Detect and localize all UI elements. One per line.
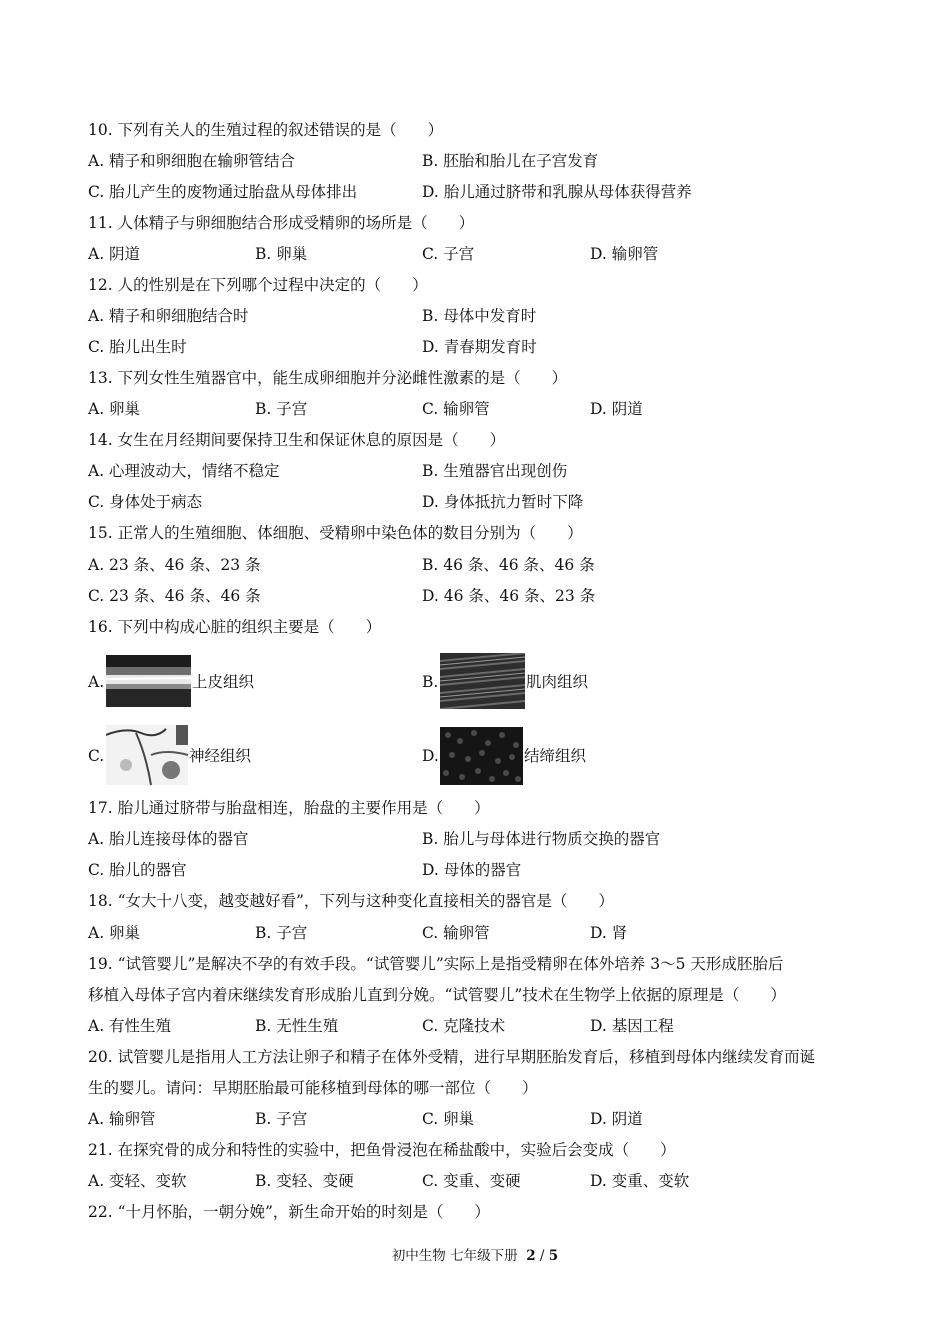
option: B. 子宫 [255,924,308,942]
option: C. 变重、变硬 [422,1172,521,1190]
option: D. 基因工程 [590,1017,674,1035]
option: A. 输卵管 [88,1110,156,1128]
option: C. 胎儿出生时 [88,338,187,356]
option: B. 胚胎和胎儿在子宫发育 [422,152,599,170]
option-letter: B. [422,673,439,691]
question-stem: 17. 胎儿通过脐带与胎盘相连，胎盘的主要作用是（ ） [88,799,490,817]
question-stem: 12. 人的性别是在下列哪个过程中决定的（ ） [88,276,428,294]
option: A. 精子和卵细胞在输卵管结合 [88,152,296,170]
page-number: 2 [526,1248,536,1264]
option: C. 身体处于病态 [88,493,203,511]
option: B. 母体中发育时 [422,307,537,325]
option: D. 身体抵抗力暂时下降 [422,493,584,511]
option: B. 胎儿与母体进行物质交换的器官 [422,830,661,848]
question-stem: 20. 试管婴儿是指用人工方法让卵子和精子在体外受精，进行早期胚胎发育后，移植到母体内继续发育而诞 [88,1048,816,1066]
option: A. 心理波动大，情绪不稳定 [88,462,280,480]
option: C. 胎儿产生的废物通过胎盘从母体排出 [88,183,358,201]
option: D. 46 条、46 条、23 条 [422,587,596,605]
option: A. 变轻、变软 [88,1172,187,1190]
option: B. 无性生殖 [255,1017,339,1035]
option: C. 输卵管 [422,924,490,942]
option-letter: A. [88,673,105,691]
option: D. 变重、变软 [590,1172,690,1190]
option: A. 阴道 [88,245,141,263]
option: D. 胎儿通过脐带和乳腺从母体获得营养 [422,183,692,201]
option: D. 母体的器官 [422,861,522,879]
option-caption: 结缔组织 [524,747,587,765]
option: D. 肾 [590,924,628,942]
question-stem-continued: 生的婴儿。请问：早期胚胎最可能移植到母体的哪一部位（ ） [88,1079,538,1097]
question-stem: 14. 女生在月经期间要保持卫生和保证休息的原因是（ ） [88,431,506,449]
page-total: 5 [548,1248,559,1264]
question-stem: 13. 下列女性生殖器官中，能生成卵细胞并分泌雌性激素的是（ ） [88,369,568,387]
option: C. 23 条、46 条、46 条 [88,587,261,605]
footer-subject: 初中生物 七年级下册 [391,1248,518,1264]
option-caption: 上皮组织 [192,673,255,691]
option: C. 输卵管 [422,400,490,418]
option: C. 胎儿的器官 [88,861,187,879]
page-footer [0,1246,950,1266]
connective-tissue-image [440,727,523,785]
option: A. 精子和卵细胞结合时 [88,307,249,325]
option: D. 阴道 [590,400,643,418]
page-separator: / [539,1248,545,1264]
option: D. 输卵管 [590,245,659,263]
option: A. 卵巢 [88,400,141,418]
option-letter: D. [422,747,439,765]
question-stem-continued: 移植入母体子宫内着床继续发育形成胎儿直到分娩。“试管婴儿”技术在生物学上依据的原理是（ ） [88,986,786,1004]
option: A. 卵巢 [88,924,141,942]
question-stem: 10. 下列有关人的生殖过程的叙述错误的是（ ） [88,121,444,139]
question-stem: 19. “试管婴儿”是解决不孕的有效手段。“试管婴儿”实际上是指受精卵在体外培养 3～5 天形成胚胎后 [88,955,784,973]
option: A. 有性生殖 [88,1017,172,1035]
option: B. 变轻、变硬 [255,1172,354,1190]
option: B. 生殖器官出现创伤 [422,462,568,480]
option: C. 卵巢 [422,1110,475,1128]
option-letter: C. [88,747,105,765]
question-stem: 11. 人体精子与卵细胞结合形成受精卵的场所是（ ） [88,214,475,232]
option: C. 克隆技术 [422,1017,506,1035]
epithelial-tissue-image [106,655,191,707]
question-stem: 21. 在探究骨的成分和特性的实验中，把鱼骨浸泡在稀盐酸中，实验后会变成（ ） [88,1141,676,1159]
option-caption: 肌肉组织 [526,673,589,691]
option: B. 46 条、46 条、46 条 [422,556,595,574]
nervous-tissue-image [106,725,188,785]
option: C. 子宫 [422,245,475,263]
question-stem: 22. “十月怀胎，一朝分娩”，新生命开始的时刻是（ ） [88,1203,490,1221]
option-caption: 神经组织 [189,747,252,765]
option: D. 阴道 [590,1110,643,1128]
option: D. 青春期发育时 [422,338,537,356]
option: A. 胎儿连接母体的器官 [88,830,249,848]
option: A. 23 条、46 条、23 条 [88,556,261,574]
option: B. 子宫 [255,1110,308,1128]
muscle-tissue-image [440,653,525,709]
question-stem: 18. “女大十八变，越变越好看”，下列与这种变化直接相关的器官是（ ） [88,892,614,910]
question-stem: 16. 下列中构成心脏的组织主要是（ ） [88,618,382,636]
question-stem: 15. 正常人的生殖细胞、体细胞、受精卵中染色体的数目分别为（ ） [88,524,583,542]
option: B. 卵巢 [255,245,308,263]
option: B. 子宫 [255,400,308,418]
